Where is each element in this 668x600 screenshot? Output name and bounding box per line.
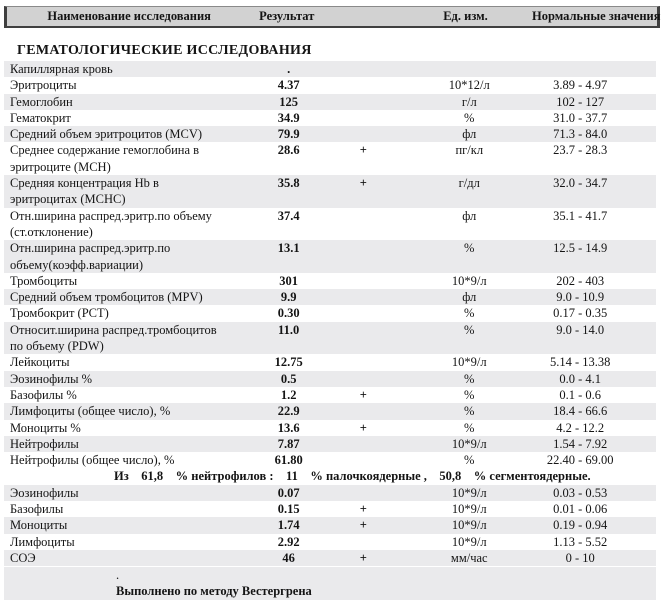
test-result: 2.92 [277, 534, 300, 549]
test-name: Базофилы % [10, 387, 77, 402]
test-units: % [464, 387, 475, 402]
abnormal-flag: + [359, 420, 367, 435]
test-units: % [464, 110, 475, 125]
test-normal-range: 0.1 - 0.6 [559, 387, 602, 402]
test-name: Моноциты [10, 518, 68, 533]
test-result: 13.6 [277, 420, 300, 435]
test-units: 10*9/л [451, 355, 487, 370]
test-name: Средняя концентрация Hb в эритроцитах (MCHC) [10, 176, 159, 207]
test-units: г/дл [458, 176, 480, 191]
test-normal-range: 23.7 - 28.3 [553, 143, 608, 158]
test-normal-range: 5.14 - 13.38 [550, 355, 611, 370]
test-result: 125 [279, 94, 299, 109]
test-normal-range: 32.0 - 34.7 [553, 176, 608, 191]
test-units: фл [462, 290, 477, 305]
table-row [4, 371, 656, 387]
test-name: Моноциты % [10, 420, 81, 435]
test-normal-range: 0.19 - 0.94 [553, 518, 608, 533]
table-row [4, 436, 656, 452]
test-result: 7.87 [277, 436, 300, 451]
test-name: Отн.ширина распред.эритр.по объему (ст.отклонение) [10, 208, 212, 239]
test-result: 301 [279, 273, 299, 288]
test-units: 10*12/л [448, 78, 490, 93]
test-name: Гемоглобин [10, 94, 73, 109]
test-normal-range: 202 - 403 [556, 273, 605, 288]
test-result: 46 [282, 550, 295, 565]
test-name: Относит.ширина распред.тромбоцитов по объему (PDW) [10, 322, 217, 354]
test-name: Нейтрофилы [10, 436, 79, 451]
test-result: 1.2 [280, 387, 297, 402]
test-name: Эозинофилы [10, 485, 79, 500]
table-row [4, 126, 656, 142]
abnormal-flag: + [359, 518, 367, 533]
test-units: % [464, 420, 475, 435]
test-result: . [287, 62, 291, 76]
table-row [4, 94, 656, 110]
test-normal-range: 102 - 127 [556, 94, 605, 109]
test-result: 28.6 [277, 143, 300, 158]
table-row [4, 403, 656, 419]
test-units: фл [462, 127, 477, 142]
results-table-body [4, 61, 656, 566]
test-units: 10*9/л [451, 273, 487, 288]
test-units: % [464, 306, 475, 321]
footer-dot: . [116, 568, 120, 582]
method-note: Выполнено по методу Вестергрена [116, 584, 312, 599]
table-row [4, 534, 656, 550]
test-result: 0.15 [277, 502, 300, 517]
test-result: 35.8 [277, 176, 300, 191]
test-normal-range: 35.1 - 41.7 [553, 208, 608, 223]
table-row [4, 550, 656, 566]
test-result: 37.4 [277, 208, 300, 223]
test-normal-range: 9.0 - 10.9 [556, 290, 605, 305]
test-normal-range: 22.40 - 69.00 [546, 453, 614, 468]
test-name: Отн.ширина распред.эритр.по объему(коэфф.вариации) [10, 241, 171, 272]
test-units: % [464, 241, 475, 256]
test-result: 61.80 [274, 453, 303, 468]
test-units: 10*9/л [451, 436, 487, 451]
test-units: мм/час [450, 550, 488, 565]
test-result: 9.9 [280, 290, 297, 305]
test-units: % [464, 404, 475, 419]
table-row [4, 208, 656, 241]
table-row [4, 61, 656, 77]
column-header-normal-values: Нормальные значения [532, 9, 661, 23]
test-normal-range: 0.03 - 0.53 [553, 485, 608, 500]
footer-block [4, 567, 656, 600]
test-name: Эритроциты [10, 78, 77, 93]
neutrophil-breakdown-note: Из 61,8 % нейтрофилов : 11 % палочкоядерные , 50,8 % сегментоядерные. [4, 468, 656, 484]
test-name: Капиллярная кровь [10, 62, 113, 76]
table-row [4, 175, 656, 208]
test-units: 10*9/л [451, 518, 487, 533]
test-normal-range: 31.0 - 37.7 [553, 110, 608, 125]
test-result: 0.5 [280, 371, 297, 386]
test-normal-range: 1.54 - 7.92 [553, 436, 608, 451]
test-result: 34.9 [277, 110, 300, 125]
test-normal-range: 18.4 - 66.6 [553, 404, 608, 419]
test-name: Гематокрит [10, 110, 71, 125]
test-normal-range: 71.3 - 84.0 [553, 127, 608, 142]
table-row [4, 517, 656, 533]
test-result: 0.30 [277, 306, 300, 321]
test-normal-range: 1.13 - 5.52 [553, 534, 608, 549]
column-header-result: Результат [259, 9, 315, 23]
table-row [4, 142, 656, 175]
test-result: 11.0 [278, 322, 300, 337]
test-units: % [464, 371, 475, 386]
test-name: Лейкоциты [10, 355, 70, 370]
abnormal-flag: + [359, 176, 367, 191]
test-name: Средний объем эритроцитов (MCV) [10, 127, 203, 142]
test-normal-range: 9.0 - 14.0 [556, 322, 605, 337]
test-units: 10*9/л [451, 485, 487, 500]
test-units: % [464, 453, 475, 468]
test-name: Лимфоциты [10, 534, 75, 549]
table-row [4, 77, 656, 93]
test-units: % [464, 322, 475, 337]
table-row [4, 354, 656, 370]
test-units: г/л [461, 94, 477, 109]
test-normal-range: 0.01 - 0.06 [553, 502, 608, 517]
test-name: Среднее содержание гемоглобина в эритроците (MCH) [10, 143, 200, 174]
table-header-row [4, 6, 660, 28]
test-normal-range: 12.5 - 14.9 [553, 241, 608, 256]
abnormal-flag: + [359, 550, 367, 565]
test-normal-range: 0 - 10 [565, 550, 595, 565]
test-result: 79.9 [277, 127, 300, 142]
table-row [4, 240, 656, 273]
test-name: Эозинофилы % [10, 371, 93, 386]
test-units: 10*9/л [451, 534, 487, 549]
table-row [4, 305, 656, 321]
section-title-hematology: ГЕМАТОЛОГИЧЕСКИЕ ИССЛЕДОВАНИЯ [17, 43, 312, 58]
abnormal-flag: + [359, 387, 367, 402]
table-row [4, 485, 656, 501]
test-name: Средний объем тромбоцитов (MPV) [10, 290, 203, 305]
test-normal-range: 4.2 - 12.2 [556, 420, 605, 435]
table-row [4, 289, 656, 305]
test-result: 4.37 [277, 78, 300, 93]
test-result: 22.9 [277, 404, 300, 419]
abnormal-flag: + [359, 143, 367, 158]
test-name: Тромбокрит (PCT) [10, 306, 109, 321]
test-result: 13.1 [277, 241, 300, 256]
table-row [4, 452, 656, 468]
test-units: пг/кл [455, 143, 484, 158]
table-row [4, 387, 656, 403]
column-header-test-name: Наименование исследования [47, 9, 211, 23]
test-units: фл [462, 208, 477, 223]
table-row [4, 420, 656, 436]
test-name: СОЭ [10, 550, 36, 565]
test-normal-range: 0.17 - 0.35 [553, 306, 608, 321]
column-header-units: Ед. изм. [443, 9, 488, 23]
test-normal-range: 3.89 - 4.97 [553, 78, 608, 93]
test-result: 12.75 [274, 355, 303, 370]
test-name: Лимфоциты (общее число), % [10, 404, 171, 419]
table-row [4, 322, 656, 355]
test-units: 10*9/л [451, 502, 487, 517]
table-row [4, 110, 656, 126]
table-row [4, 501, 656, 517]
test-name: Нейтрофилы (общее число), % [10, 453, 175, 468]
abnormal-flag: + [359, 502, 367, 517]
test-normal-range: 0.0 - 4.1 [559, 371, 602, 386]
test-result: 0.07 [277, 485, 300, 500]
test-name: Тромбоциты [10, 273, 78, 288]
table-row [4, 273, 656, 289]
test-name: Базофилы [10, 502, 64, 517]
test-result: 1.74 [277, 518, 300, 533]
